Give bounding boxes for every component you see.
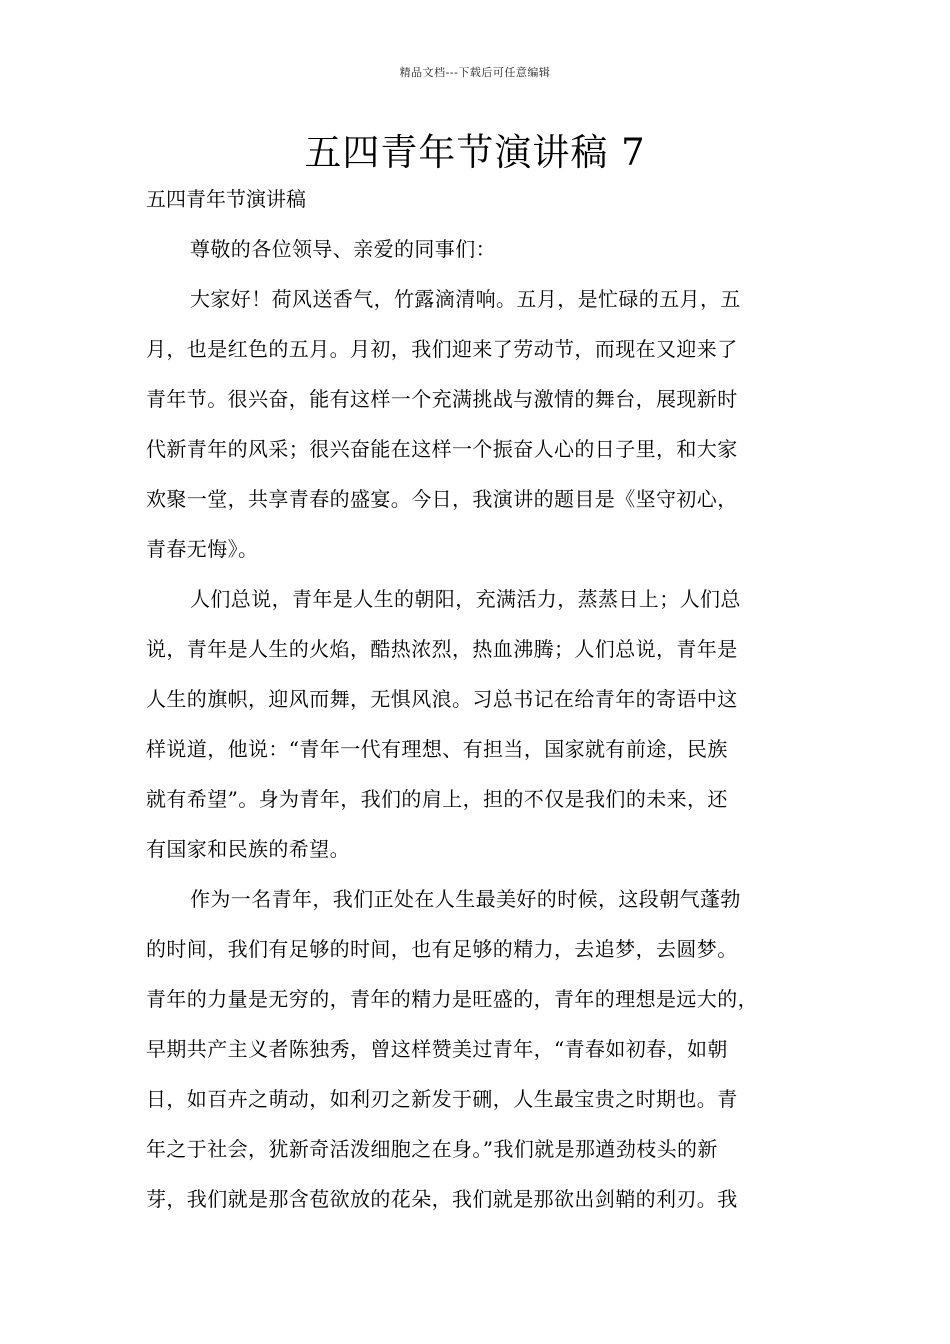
body-text-line: 人生的旗帜，迎风而舞，无惧风浪。习总书记在给青年的寄语中这 (146, 687, 738, 711)
page-header: 精品文档---下载后可任意编辑 (399, 66, 551, 79)
body-text-line: 作为一名青年，我们正处在人生最美好的时候，这段朝气蓬勃 (190, 887, 741, 911)
document-title: 五四青年节演讲稿 7 (304, 131, 646, 174)
body-text-line: 青春无悔》。 (146, 537, 259, 561)
body-text-line: 有国家和民族的希望。 (146, 837, 350, 861)
body-text-line: 年之于社会，犹新奇活泼细胞之在身。”我们就是那遒劲枝头的新 (146, 1137, 718, 1161)
body-text-line: 青年的力量是无穷的，青年的精力是旺盛的，青年的理想是远大的， (146, 987, 758, 1011)
body-text-line: 就有希望”。身为青年，我们的肩上，担的不仅是我们的未来，还 (146, 787, 728, 811)
body-text-line: 代新青年的风采；很兴奋能在这样一个振奋人心的日子里，和大家 (146, 437, 738, 461)
body-text-line: 芽，我们就是那含苞欲放的花朵，我们就是那欲出剑鞘的利刃。我 (146, 1187, 738, 1211)
body-text-line: 日，如百卉之萌动，如利刃之新发于硎，人生最宝贵之时期也。青 (146, 1087, 738, 1111)
body-text-line: 样说道，他说：“青年一代有理想、有担当，国家就有前途，民族 (146, 737, 728, 761)
body-text-line: 尊敬的各位领导、亲爱的同事们： (190, 237, 496, 261)
body-text-line: 人们总说，青年是人生的朝阳，充满活力，蒸蒸日上；人们总 (190, 587, 741, 611)
body-text-line: 大家好！荷风送香气，竹露滴清响。五月，是忙碌的五月，五 (190, 287, 741, 311)
body-text-line: 欢聚一堂，共享青春的盛宴。今日，我演讲的题目是《坚守初心， (146, 487, 738, 511)
body-text-line: 说，青年是人生的火焰，酷热浓烈，热血沸腾；人们总说，青年是 (146, 637, 738, 661)
body-text-line: 青年节。很兴奋，能有这样一个充满挑战与激情的舞台，展现新时 (146, 387, 738, 411)
body-text-line: 早期共产主义者陈独秀，曾这样赞美过青年，“青春如初春，如朝 (146, 1037, 728, 1061)
document-body (146, 224, 808, 1224)
body-text-line: 月，也是红色的五月。月初，我们迎来了劳动节，而现在又迎来了 (146, 337, 738, 361)
body-text-line: 的时间，我们有足够的时间，也有足够的精力，去追梦，去圆梦。 (146, 937, 738, 961)
document-subtitle: 五四青年节演讲稿 (146, 187, 306, 211)
